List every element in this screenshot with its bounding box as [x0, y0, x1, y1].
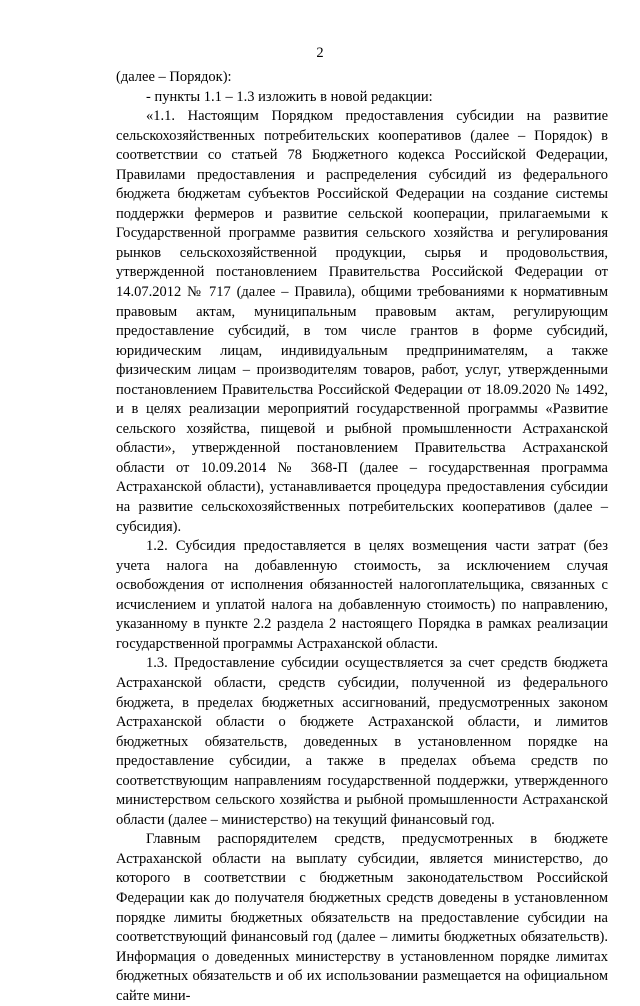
document-body [116, 68, 608, 1006]
paragraph-1-2: 1.2. Субсидия предоставляется в целях возмещения части затрат (без учета налога на добавленную стоимость, за исключением случая освобождения от исполнения обязанностей налогоплательщика, связанных с исчислением и уплатой налога на добавленную стоимость) по направлению, указанному в пункте 2.2 раздела 2 настоящего Порядка в рамках реализации государственной программы Астраханской области. [116, 538, 608, 652]
page-number: 2 [316, 45, 324, 61]
paragraph-order-reference: (далее – Порядок): [116, 69, 232, 85]
paragraph-1-1: «1.1. Настоящим Порядком предоставления субсидии на развитие сельскохозяйственных потребительских кооперативов (далее – Порядок) в соответствии со статьей 78 Бюджетного кодекса Российской Федерации, Правилами предоставления и распределения субсидий из федерального бюджета бюджетам субъектов Российской Федерации на создание системы поддержки фермеров и развитие сельской кооперации, прилагаемыми к Государственной программе развития сельского хозяйства и регулирования рынков сельскохозяйственной продукции, сырья и продовольствия, утвержденной постановлением Правительства Российской Федерации от 14.07.2012 № 717 (далее – Правила), общими требованиями к нормативным правовым актам, муниципальным правовым актам, регулирующим предоставление субсидий, в том числе грантов в форме субсидий, юридическим лицам, индивидуальным предпринимателям, а также физическим лицам – производителям товаров, работ, услуг, утвержденными постановлением Правительства Российской Федерации от 18.09.2020 № 1492, и в целях реализации мероприятий государственной программы «Развитие сельского хозяйства, пищевой и рыбной промышленности Астраханской области», утвержденной постановлением Правительства Астраханской области от 10.09.2014 № 368-П (далее – государственная программа Астраханской области), устанавливается процедура предоставления субсидии на развитие сельскохозяйственных потребительских кооперативов (далее – субсидия). [116, 108, 608, 535]
paragraph-amendment-intro: - пункты 1.1 – 1.3 изложить в новой редакции: [146, 88, 433, 105]
paragraph-budget-manager: Главным распорядителем средств, предусмотренных в бюджете Астраханской области на выплату субсидии, является министерство, до которого в соответствии с бюджетным законодательством Российской Федерации как до получателя бюджетных средств доведены в установленном порядке лимиты бюджетных обязательств на предоставление субсидии на соответствующий финансовый год (далее – лимиты бюджетных обязательств). Информация о доведенных министерству в установленном порядке лимитах бюджетных обязательств и об их использовании размещается на официальном сайте мини- [116, 831, 608, 1004]
paragraph-1-3: 1.3. Предоставление субсидии осуществляется за счет средств бюджета Астраханской области, средств субсидии, полученной из федерального бюджета, в пределах бюджетных ассигнований, предусмотренных законом Астраханской области о бюджете Астраханской области, и лимитов бюджетных обязательств, доведенных в установленном порядке на предоставление субсидии, а также в пределах объема средств по соответствующим направлениям государственной поддержки, утвержденного министерством сельского хозяйства и рыбной промышленности Астраханской области (далее – министерство) на текущий финансовый год. [116, 655, 608, 828]
